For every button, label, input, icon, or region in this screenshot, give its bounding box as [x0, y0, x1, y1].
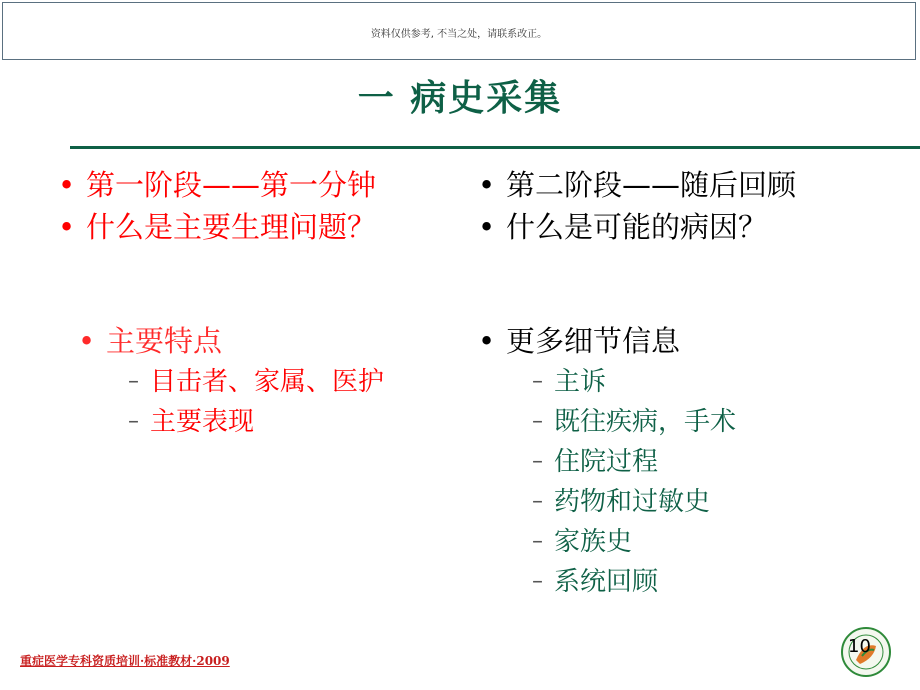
detail-item: – 主诉 [476, 362, 906, 402]
left-stage-label: • 第一阶段——第一分钟 [56, 164, 466, 206]
left-column [56, 164, 466, 442]
detail-item: – 住院过程 [476, 442, 906, 482]
page-number: 10 [848, 636, 871, 657]
detail-item: – 系统回顾 [476, 562, 906, 602]
notice-box [2, 2, 916, 60]
feature-item: – 目击者、家属、医护 [56, 362, 466, 402]
slide-title: 一 病史采集 [357, 78, 563, 119]
right-column [476, 164, 906, 602]
details-heading: • 更多细节信息 [476, 320, 906, 362]
notice-text: 资料仅供参考, 不当之处，请联系改正。 [370, 29, 548, 40]
detail-item: – 药物和过敏史 [476, 482, 906, 522]
right-question: • 什么是可能的病因？ [476, 206, 906, 248]
detail-item: – 家族史 [476, 522, 906, 562]
right-stage-label: • 第二阶段——随后回顾 [476, 164, 906, 206]
features-heading: • 主要特点 [56, 320, 466, 362]
title-divider [70, 146, 920, 149]
footer-text: 重症医学专科资质培训·标准教材·2009 [20, 654, 230, 668]
detail-item: – 既往疾病，手术 [476, 402, 906, 442]
left-question: • 什么是主要生理问题？ [56, 206, 466, 248]
feature-item: – 主要表现 [56, 402, 466, 442]
